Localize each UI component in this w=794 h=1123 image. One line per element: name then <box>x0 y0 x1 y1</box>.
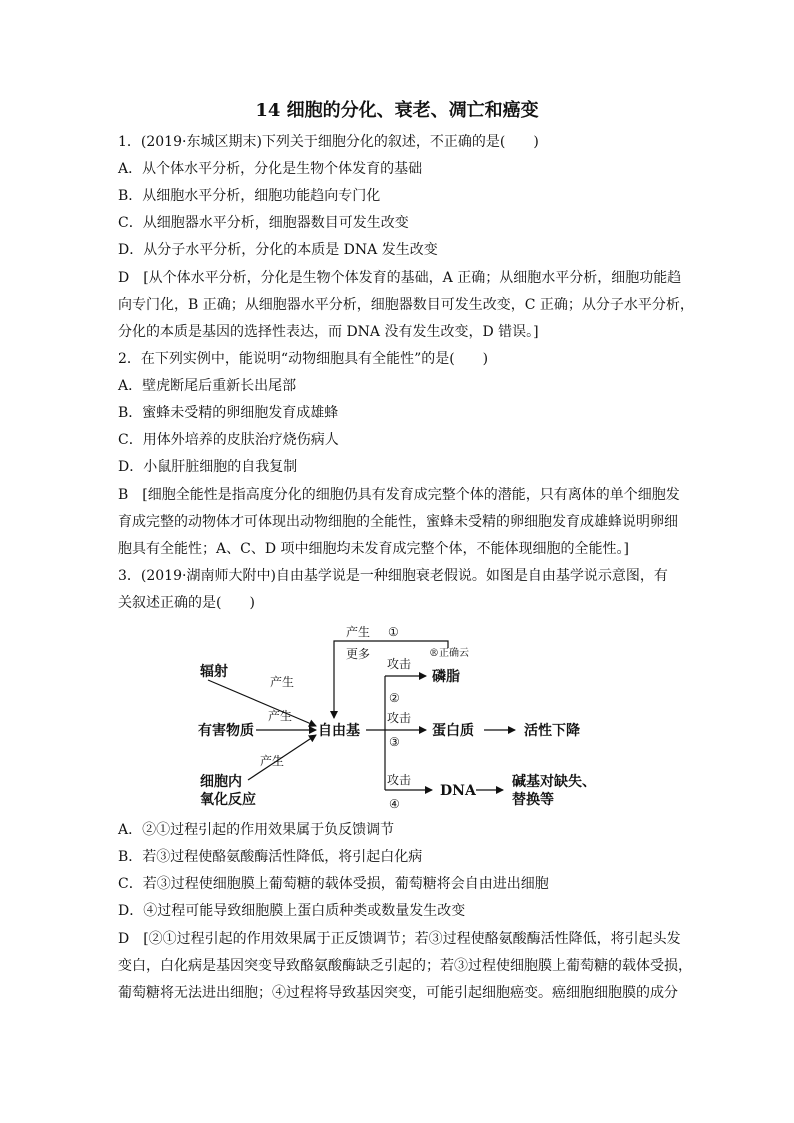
radiation-arrow <box>208 680 316 726</box>
oxidation-label-2: 氧化反应 <box>200 792 256 808</box>
question-2-answer-line-3: 胞具有全能性；A、C、D 项中细胞均未发育成完整个体，不能体现细胞的全能性。] <box>118 541 629 557</box>
question-3-answer-line-2: 变白，白化病是基因突变导致酪氨酸酶缺乏引起的；若③过程使细胞膜上葡萄糖的载体受损， <box>118 958 692 974</box>
question-3-option-d: D．④过程可能导致细胞膜上蛋白质种类或数量发生改变 <box>118 903 466 919</box>
watermark: ®正确云 <box>429 648 469 659</box>
circle-2-label: ② <box>389 691 400 705</box>
question-3-stem-line-2: 关叙述正确的是( ) <box>118 595 255 611</box>
dna-label: DNA <box>440 783 476 799</box>
produce-label-1: 产生 <box>270 675 295 689</box>
question-2-option-a: A．壁虎断尾后重新长出尾部 <box>118 378 297 394</box>
center-label: 自由基 <box>318 723 360 739</box>
radiation-label: 辐射 <box>200 664 228 680</box>
question-3-stem-line-1: 3．(2019·湖南师大附中)自由基学说是一种细胞衰老假说。如图是自由基学说示意图，有 <box>118 568 668 584</box>
oxidation-label-1: 细胞内 <box>200 774 242 790</box>
more-label: 更多 <box>346 647 371 661</box>
question-1-option-c: C．从细胞器水平分析，细胞器数目可发生改变 <box>118 215 409 231</box>
question-2-stem: 2．在下列实例中，能说明“动物细胞具有全能性”的是( ) <box>118 351 489 367</box>
question-1-answer-line-1: D [从个体水平分析，分化是生物个体发育的基础，A 正确；从细胞水平分析，细胞功能趋 <box>118 270 682 286</box>
attack-label-1: 攻击 <box>387 657 412 671</box>
harmful-label: 有害物质 <box>198 723 254 739</box>
produce-label-3: 产生 <box>260 754 285 768</box>
circle-1-label: ① <box>388 625 399 639</box>
question-2-answer-line-1: B [细胞全能性是指高度分化的细胞仍具有发育成完整个体的潜能，只有离体的单个细胞发 <box>118 487 680 503</box>
question-1-option-a: A．从个体水平分析，分化是生物个体发育的基础 <box>118 161 423 177</box>
question-1-answer-line-3: 分化的本质是基因的选择性表达，而 DNA 没有发生改变，D 错误。] <box>118 324 539 340</box>
question-3-option-c: C．若③过程使细胞膜上葡萄糖的载体受损，葡萄糖将会自由进出细胞 <box>118 876 549 892</box>
base-label-1: 碱基对缺失、 <box>512 774 596 790</box>
page-title: 14 细胞的分化、衰老、凋亡和癌变 <box>255 100 539 121</box>
question-3-option-b: B．若③过程使酪氨酸酶活性降低，将引起白化病 <box>118 849 423 865</box>
question-2-option-b: B．蜜蜂未受精的卵细胞发育成雄蜂 <box>118 405 339 421</box>
question-1-option-d: D．从分子水平分析，分化的本质是 DNA 发生改变 <box>118 242 438 258</box>
activity-label: 活性下降 <box>524 723 580 739</box>
question-2-option-c: C．用体外培养的皮肤治疗烧伤病人 <box>118 432 339 448</box>
base-label-2: 替换等 <box>512 792 554 808</box>
produce-label: 产生 <box>346 625 371 639</box>
question-3-answer-line-3: 葡萄糖将无法进出细胞；④过程将导致基因突变，可能引起细胞癌变。癌细胞细胞膜的成分 <box>118 985 678 1001</box>
circle-3-label: ③ <box>389 735 400 749</box>
free-radical-diagram <box>190 618 610 813</box>
circle-4-label: ④ <box>389 797 400 811</box>
question-3-option-a: A．②①过程引起的作用效果属于负反馈调节 <box>118 822 395 838</box>
question-1-option-b: B．从细胞水平分析，细胞功能趋向专门化 <box>118 188 381 204</box>
question-2-answer-line-2: 育成完整的动物体才可体现出动物细胞的全能性，蜜蜂未受精的卵细胞发育成雄蜂说明卵细 <box>118 514 678 530</box>
produce-label-2: 产生 <box>268 709 293 723</box>
question-1-answer-line-2: 向专门化，B 正确；从细胞器水平分析，细胞器数目可发生改变，C 正确；从分子水平分析， <box>118 297 694 313</box>
question-3-answer-line-1: D [②①过程引起的作用效果属于正反馈调节；若③过程使酪氨酸酶活性降低，将引起头发 <box>118 931 681 947</box>
attack-label-3: 攻击 <box>387 773 412 787</box>
question-1-stem: 1．(2019·东城区期末)下列关于细胞分化的叙述，不正确的是( ) <box>118 134 539 150</box>
protein-label: 蛋白质 <box>432 723 474 739</box>
question-2-option-d: D．小鼠肝脏细胞的自我复制 <box>118 459 298 475</box>
lipid-label: 磷脂 <box>432 669 460 685</box>
attack-label-2: 攻击 <box>387 711 412 725</box>
